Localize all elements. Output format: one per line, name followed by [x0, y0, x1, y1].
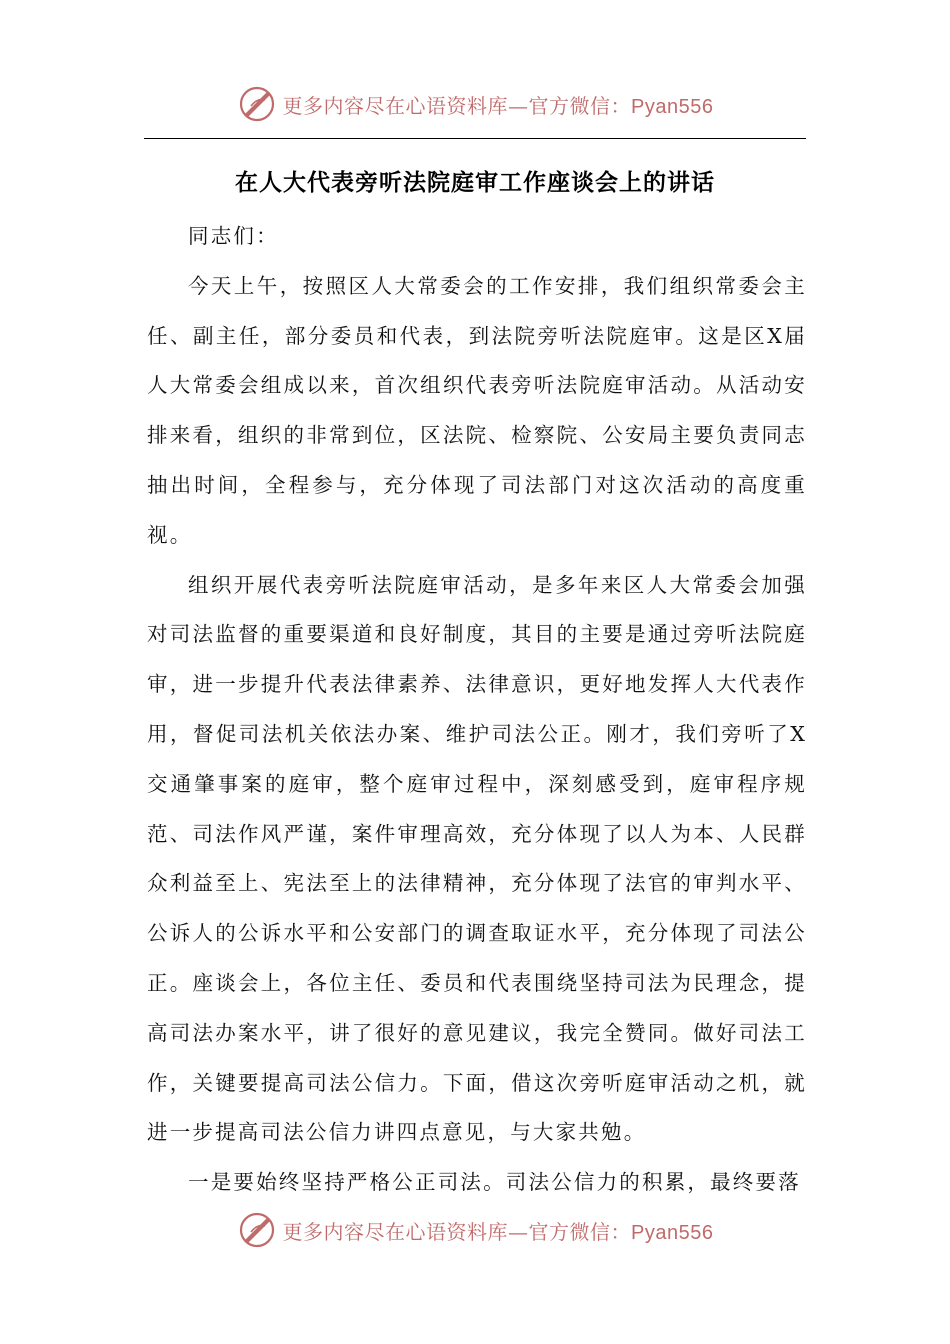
greeting: 同志们： — [188, 224, 279, 248]
footer-banner-text: 更多内容尽在心语资料库—官方微信：Pyan556 — [282, 1219, 714, 1244]
document-title: 在人大代表旁听法院庭审工作座谈会上的讲话 — [235, 170, 715, 196]
pen-logo-icon — [237, 84, 277, 124]
paragraph: 一是要始终坚持严格公正司法。司法公信力的积累，最终要落 — [188, 1170, 801, 1195]
pen-logo-icon — [237, 1210, 277, 1250]
paragraph: 今天上午，按照区人大常委会的工作安排，我们组织常委会主任、副主任，部分委员和代表，到法院旁听法院庭审。这是区X届人大常委会组成以来，首次组织代表旁听法院庭审活动。从活动安排来看，组织的非常到位，区法院、检察院、公安局主要负责同志抽出时间，全程参与，充分体现了司法部门对这次活动的高度重视。 — [147, 273, 807, 547]
footer-banner — [0, 1206, 950, 1254]
header-banner — [0, 80, 950, 128]
header-banner-text: 更多内容尽在心语资料库—官方微信：Pyan556 — [282, 93, 714, 118]
header-divider — [144, 138, 806, 139]
document-body — [147, 212, 807, 1208]
paragraph: 组织开展代表旁听法院庭审活动，是多年来区人大常委会加强对司法监督的重要渠道和良好制度，其目的主要是通过旁听法院庭审，进一步提升代表法律素养、法律意识，更好地发挥人大代表作用，督促司法机关依法办案、维护司法公正。刚才，我们旁听了X交通肇事案的庭审，整个庭审过程中，深刻感受到，庭审程序规范、司法作风严谨，案件审理高效，充分体现了以人为本、人民群众利益至上、宪法至上的法律精神，充分体现了法官的审判水平、公诉人的公诉水平和公安部门的调查取证水平，充分体现了司法公正。座谈会上，各位主任、委员和代表围绕坚持司法为民理念，提高司法办案水平，讲了很好的意见建议，我完全赞同。做好司法工作，关键要提高司法公信力。下面，借这次旁听庭审活动之机，就进一步提高司法公信力讲四点意见，与大家共勉。 — [147, 572, 807, 1145]
